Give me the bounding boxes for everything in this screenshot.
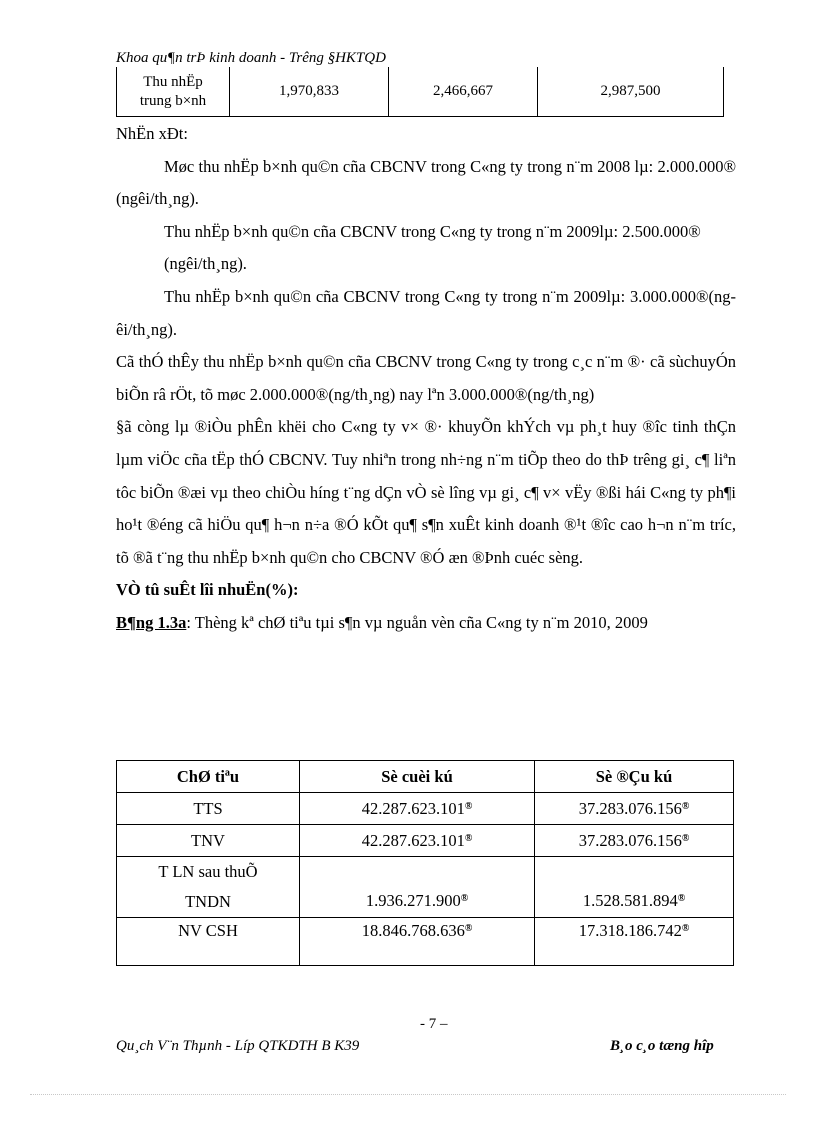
header-start-period: Sè ®Çu kú	[535, 761, 734, 793]
value-number: 42.287.623.101	[361, 830, 465, 850]
value-start	[535, 825, 734, 857]
caption-label: B¶ng 1.3a	[116, 612, 187, 632]
value-number: 1.936.271.900	[365, 891, 461, 910]
income-label-cell	[117, 67, 230, 117]
currency-unit: ®	[677, 893, 686, 904]
currency-unit: ®	[464, 800, 473, 812]
value-number: 37.283.076.156	[578, 830, 682, 850]
section-title: VÒ tû suÊt lîi nhuËn(%):	[116, 580, 299, 600]
page-number: - 7 –	[420, 1016, 448, 1032]
currency-unit: ®	[464, 923, 473, 934]
table-caption	[116, 607, 736, 640]
paragraph-2008: Møc thu nhËp b×nh qu©n cña CBCNV trong C«ng ty trong n¨m 2008 lµ: 2.000.000® (ngêi/th¸ng).	[116, 156, 736, 209]
currency-unit: ®	[460, 893, 469, 904]
table-row	[117, 793, 734, 825]
income-value-2008: 1,970,833	[230, 67, 389, 117]
income-label-line2: trung b×nh	[139, 92, 207, 109]
page-header: Khoa qu¶n trÞ kinh doanh - Trêng §HKTQD	[116, 50, 386, 66]
value-number: 18.846.768.636	[361, 921, 465, 940]
remark-heading: NhËn xÐt:	[116, 124, 188, 143]
paragraph-2010: Thu nhËp b×nh qu©n cña CBCNV trong C«ng ty trong n¨m 2009lµ: 3.000.000®(ngêi/th¸ng).	[116, 286, 736, 339]
assets-table	[116, 760, 734, 966]
value-end	[300, 825, 535, 857]
value-start	[535, 793, 734, 825]
table-row	[117, 857, 734, 918]
table-row	[117, 67, 724, 117]
income-label-line1: Thu nhËp	[143, 73, 203, 90]
body-text	[116, 118, 736, 640]
row-label	[117, 857, 300, 918]
value-end	[300, 857, 535, 918]
currency-unit: ®	[681, 923, 690, 934]
currency-unit: ®	[464, 832, 473, 844]
value-end	[300, 918, 535, 966]
currency-unit: ®	[681, 832, 690, 844]
value-start	[535, 918, 734, 966]
value-number: 17.318.186.742	[578, 921, 682, 940]
table-row	[117, 825, 734, 857]
row-label-line2: TNDN	[185, 892, 231, 911]
table-row	[117, 918, 734, 966]
footer-report-title: B¸o c¸o tæng hîp	[610, 1038, 714, 1054]
row-label-line1: T LN sau thuÕ	[158, 862, 258, 881]
income-value-2010: 2,987,500	[538, 67, 724, 117]
income-table	[116, 67, 724, 117]
page-bottom-rule	[30, 1094, 786, 1095]
footer-author: Qu¸ch V¨n Thµnh - Líp QTKDTH B K39	[116, 1038, 360, 1054]
value-number: 37.283.076.156	[578, 798, 682, 818]
value-end	[300, 793, 535, 825]
income-value-2009: 2,466,667	[389, 67, 538, 117]
table-header-row	[117, 761, 734, 793]
paragraph-2009-unit: (ngêi/th¸ng).	[164, 254, 247, 274]
header-end-period: Sè cuèi kú	[300, 761, 535, 793]
paragraph-2009: Thu nhËp b×nh qu©n cña CBCNV trong C«ng ty trong n¨m 2009lµ: 2.500.000®	[164, 221, 701, 241]
value-number: 42.287.623.101	[361, 798, 465, 818]
value-number: 1.528.581.894	[582, 891, 678, 910]
paragraph-conclusion: §ã còng lµ ®iÒu phÊn khëi cho C«ng ty v× ®· khuyÕn khÝch vµ ph¸t huy ®îc tinh thÇn lµm viÖc cña tËp thÓ CBCNV. Tuy nhiªn trong nh÷ng n¨m tiÕp theo do thÞ trêng gi¸ c¶ liªn tôc biÕn ®æi vµ theo chiÒu híng t¨ng dÇn vÒ sè lîng vµ gi¸ c¶ v× vËy ®ßi hái C«ng ty ph¶i ho¹t ®éng cã hiÖu qu¶ h¬n n÷a ®Ó kÕt qu¶ s¶n xuÊt kinh doanh ®¹t ®îc cao h¬n n¨m tríc, tõ ®ã t¨ng thu nhËp b×nh qu©n cho CBCNV ®Ó æn ®Þnh cuéc sèng.	[116, 417, 736, 567]
row-label: TNV	[117, 825, 300, 857]
value-start	[535, 857, 734, 918]
caption-text: : Thèng kª chØ tiªu tµi s¶n vµ nguån vèn cña C«ng ty n¨m 2010, 2009	[186, 612, 648, 632]
row-label: TTS	[117, 793, 300, 825]
row-label: NV CSH	[117, 918, 300, 966]
currency-unit: ®	[681, 800, 690, 812]
paragraph-summary: Cã thÓ thÊy thu nhËp b×nh qu©n cña CBCNV trong C«ng ty trong c¸c n¨m ®· cã sùchuyÓn biÕn râ rÖt, tõ møc 2.000.000®(ng/th¸ng) nay lªn 3.000.000®(ng/th¸ng)	[116, 352, 736, 404]
header-indicator: ChØ tiªu	[117, 761, 300, 793]
